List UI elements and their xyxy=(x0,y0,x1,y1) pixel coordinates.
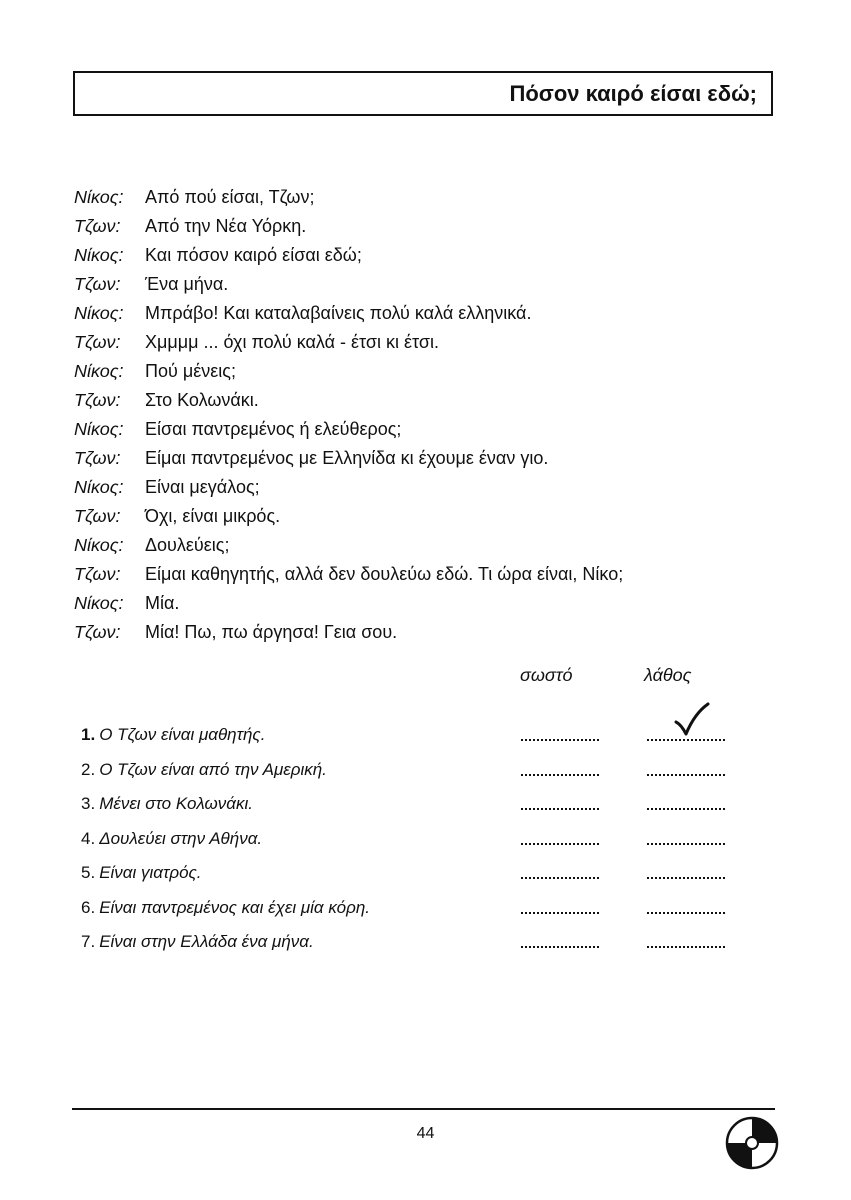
answer-blank-wrong[interactable] xyxy=(647,753,727,788)
statement-row xyxy=(81,753,781,788)
speaker: Τζων: xyxy=(74,216,121,236)
dialogue-line xyxy=(74,212,794,241)
speaker: Τζων: xyxy=(74,448,121,468)
speaker: Τζων: xyxy=(74,390,121,410)
speaker: Νίκος: xyxy=(74,535,124,555)
speech: Είμαι καθηγητής, αλλά δεν δουλεύω εδώ. Τι ώρα είναι, Νίκο; xyxy=(145,564,624,584)
answer-blank-wrong[interactable] xyxy=(647,856,727,891)
statement-text: Ο Τζων είναι μαθητής. xyxy=(99,725,266,745)
answer-blank-correct[interactable] xyxy=(521,787,601,822)
speaker: Νίκος: xyxy=(74,477,124,497)
speech: Πού μένεις; xyxy=(145,361,236,381)
speech: Είμαι παντρεμένος με Ελληνίδα κι έχουμε έναν γιο. xyxy=(145,448,549,468)
statement-text: Μένει στο Κολωνάκι. xyxy=(99,794,253,814)
speech: Από πού είσαι, Τζων; xyxy=(145,187,315,207)
speaker: Τζων: xyxy=(74,564,121,584)
page-number: 44 xyxy=(416,1125,435,1142)
speech: Και πόσον καιρό είσαι εδώ; xyxy=(145,245,362,265)
speaker: Νίκος: xyxy=(74,419,124,439)
page-title: Πόσον καιρό είσαι εδώ; xyxy=(509,80,757,106)
answer-blank-correct[interactable] xyxy=(521,718,601,753)
speech: Ένα μήνα. xyxy=(145,274,229,294)
speaker: Νίκος: xyxy=(74,303,124,323)
speech: Δουλεύεις; xyxy=(145,535,230,555)
speech: Μία. xyxy=(145,593,180,613)
statement-number: 7. xyxy=(81,932,96,952)
speaker: Τζων: xyxy=(74,622,121,642)
dialogue-line xyxy=(74,589,794,618)
answer-blank-correct[interactable] xyxy=(521,753,601,788)
answer-blank-correct[interactable] xyxy=(521,925,601,960)
column-header-wrong: λάθος xyxy=(644,665,692,685)
true-false-exercise xyxy=(81,718,781,960)
statement-row xyxy=(81,891,781,926)
answer-blank-wrong[interactable] xyxy=(647,787,727,822)
speech: Από την Νέα Υόρκη. xyxy=(145,216,307,236)
statement-row xyxy=(81,925,781,960)
speaker: Τζων: xyxy=(74,274,121,294)
dialogue xyxy=(74,183,794,647)
dialogue-line xyxy=(74,444,794,473)
dialogue-line xyxy=(74,415,794,444)
checkmark-icon xyxy=(670,702,710,738)
answer-blank-correct[interactable] xyxy=(521,822,601,857)
dialogue-line xyxy=(74,270,794,299)
speech: Μία! Πω, πω άργησα! Γεια σου. xyxy=(145,622,398,642)
footer-divider xyxy=(72,1108,775,1110)
answer-blank-wrong[interactable] xyxy=(647,822,727,857)
speaker: Νίκος: xyxy=(74,593,124,613)
statement-row xyxy=(81,856,781,891)
statement-text: Δουλεύει στην Αθήνα. xyxy=(99,828,263,848)
dialogue-line xyxy=(74,560,794,589)
speech: Είσαι παντρεμένος ή ελεύθερος; xyxy=(145,419,402,439)
statement-number: 1. xyxy=(81,725,96,745)
dialogue-line xyxy=(74,473,794,502)
answer-blank-wrong[interactable] xyxy=(647,891,727,926)
dialogue-line xyxy=(74,502,794,531)
answer-blank-correct[interactable] xyxy=(521,891,601,926)
speech: Είναι μεγάλος; xyxy=(145,477,260,497)
answer-blank-correct[interactable] xyxy=(521,856,601,891)
statement-number: 5. xyxy=(81,863,96,883)
statement-text: Είναι στην Ελλάδα ένα μήνα. xyxy=(99,932,314,952)
statement-text: Είναι παντρεμένος και έχει μία κόρη. xyxy=(99,897,371,917)
statement-number: 6. xyxy=(81,897,96,917)
statement-number: 4. xyxy=(81,828,96,848)
speaker: Νίκος: xyxy=(74,187,124,207)
dialogue-line xyxy=(74,386,794,415)
dialogue-line xyxy=(74,618,794,647)
dialogue-line xyxy=(74,299,794,328)
speech: Όχι, είναι μικρός. xyxy=(145,506,281,526)
column-header-correct: σωστό xyxy=(520,665,573,685)
dialogue-line xyxy=(74,531,794,560)
speaker: Τζων: xyxy=(74,332,121,352)
statement-number: 3. xyxy=(81,794,96,814)
speech: Στο Κολωνάκι. xyxy=(145,390,259,410)
answer-blank-wrong[interactable] xyxy=(647,925,727,960)
speaker: Τζων: xyxy=(74,506,121,526)
speech: Χμμμμ ... όχι πολύ καλά - έτσι κι έτσι. xyxy=(145,332,440,352)
speaker: Νίκος: xyxy=(74,245,124,265)
dialogue-line xyxy=(74,241,794,270)
cd-icon xyxy=(724,1115,780,1171)
statement-row xyxy=(81,787,781,822)
statement-text: Είναι γιατρός. xyxy=(99,863,202,883)
speaker: Νίκος: xyxy=(74,361,124,381)
statement-row xyxy=(81,822,781,857)
dialogue-line xyxy=(74,357,794,386)
statement-number: 2. xyxy=(81,759,96,779)
dialogue-line xyxy=(74,183,794,212)
dialogue-line xyxy=(74,328,794,357)
statement-text: Ο Τζων είναι από την Αμερική. xyxy=(99,759,327,779)
title-box xyxy=(73,71,773,116)
speech: Μπράβο! Και καταλαβαίνεις πολύ καλά ελληνικά. xyxy=(145,303,532,323)
